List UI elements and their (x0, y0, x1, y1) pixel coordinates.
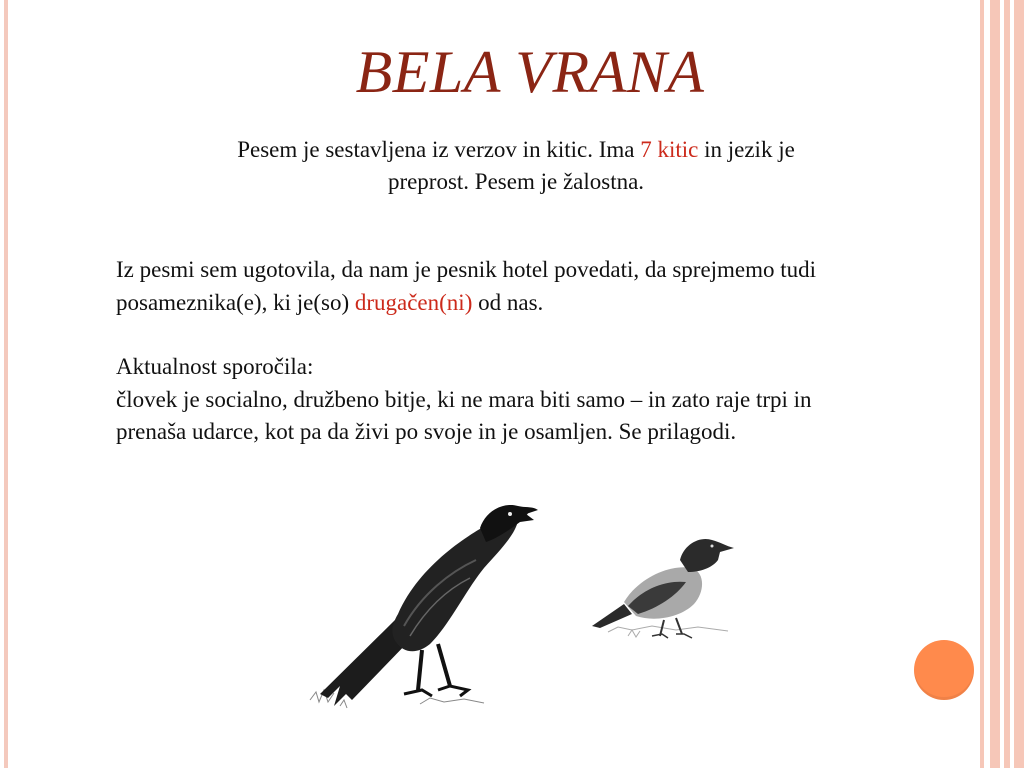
black-crow-icon (300, 494, 540, 726)
heading-relevance: Aktualnost sporočila: (116, 354, 314, 379)
intro-part2: in jezik je preprost. Pesem je žalostna. (387, 137, 795, 194)
right-border-stripes (980, 0, 1024, 768)
left-border-line (4, 0, 8, 768)
paragraph1-part2: od nas. (472, 289, 544, 315)
intro-part1: Pesem je sestavljena iz verzov in kitic. Ima (237, 137, 641, 162)
intro-highlight: 7 kitic (640, 137, 699, 162)
slide-title: BELA VRANA (355, 39, 705, 105)
body-text (116, 254, 836, 449)
accent-dot (914, 640, 974, 700)
hooded-crow-icon (588, 530, 738, 646)
paragraph1-part1: Iz pesmi sem ugotovila, da nam je pesnik hotel povedati, da sprejmemo tudi posameznika(e), ki je(so) (116, 257, 817, 315)
paragraph-message (116, 254, 836, 319)
intro-text (200, 134, 832, 198)
paragraph-relevance: človek je socialno, družbeno bitje, ki ne mara biti samo – in zato raje trpi in prenaša udarce, kot pa da živi po svoje in je osamljen. Se prilagodi. (116, 386, 812, 444)
paragraph1-highlight: drugačen(ni) (354, 289, 473, 315)
